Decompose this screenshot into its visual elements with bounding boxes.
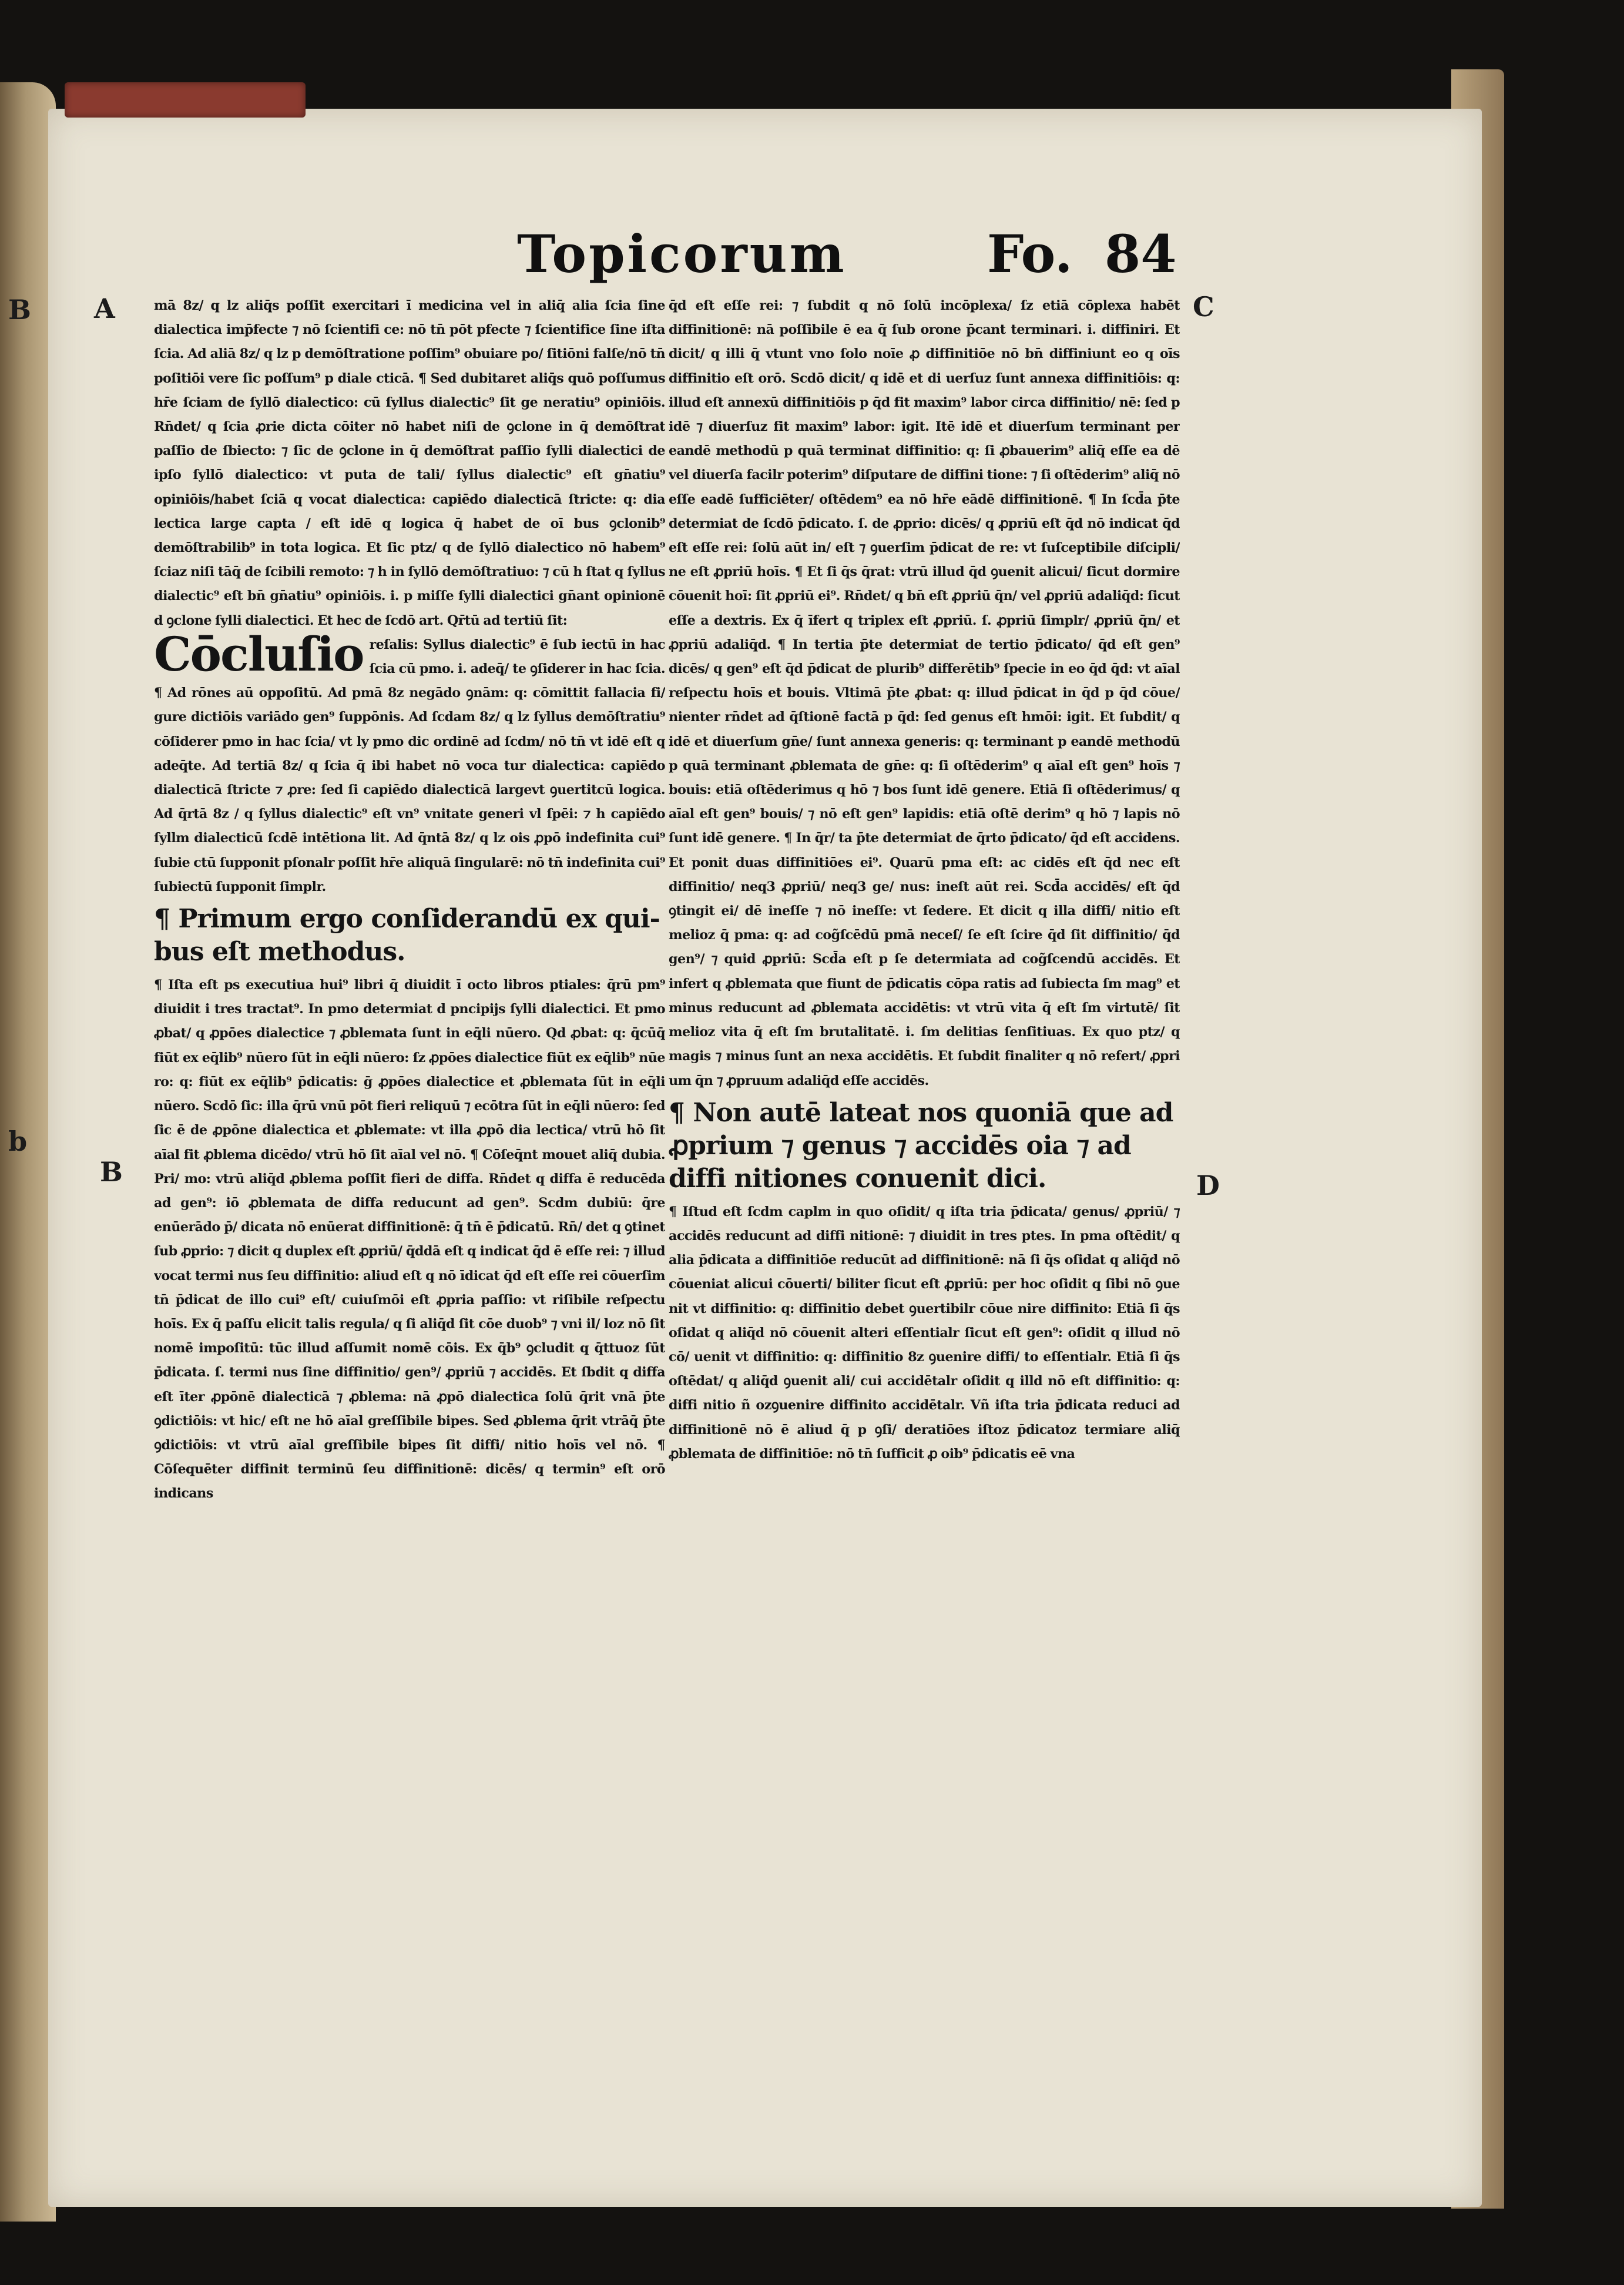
folio-label: Fo. — [987, 223, 1073, 284]
margin-letter: b — [8, 1125, 28, 1157]
paragraph: mā 8z/ q lz aliq̄s poſſit exercitari ī medicina vel in aliq̄ alia ſcia ſine dialectica imp̄fecte ⁊ nō ſcientifi ce: nō tn̄ pōt pfecte ⁊ ſcientifice ſine iſta ſcia. Ad aliā 8z/ q lz p demōſtratione poſſim⁹ obuiare po/ ſitiōni falſe/nō tn̄ poſitiōi vere ſic poſſum⁹ p diale cticā. ¶ Sed dubitaret aliq̄s quō poſſumus hr̄e ſciam de ſyllō dialectico: cū ſyllus dialectic⁹ ſit ge neratiu⁹ opiniōis. Rn̄det/ q ſcia ꝓrie dicta cōiter nō habet niſi de ꝯclone in q̄ demōſtrat paſſio de ſbiecto: ⁊ ſic de ꝯclone in q̄ demōſtrat paſſio ſylli dialectici de ipſo ſyllō dialectico: vt puta de tali/ ſyllus dialectic⁹ eſt gn̄atiu⁹ opiniōis/habet ſciā q vocat dialectica: capiēdo dialecticā ſtricte: q: dia lectica large capta / eſt idē q logica q̄ habet de oī bus ꝯclonib⁹ demōſtrabilib⁹ in tota logica. Et ſic ptz/ q de ſyllō dialectico nō habem⁹ ſciaz niſi tāq̄ de ſcibili remoto: ⁊ h in ſyllō demōſtratiuo: ⁊ cū h ſtat q ſyllus dialectic⁹ eſt bn̄ gn̄atiu⁹ opiniōis. i. p miſſe ſylli dialectici gn̄ant opinionē d ꝯclone ſylli dialectici. Et hec de ſcdō art. Qr̄tū ad tertiū ſit: — [154, 298, 665, 628]
margin-letter: A — [94, 293, 115, 324]
paragraph: ¶ Iſtud eſt ſcdm caplm in quo oſidit/ q iſta tria p̄dicata/ genus/ ꝓpriū/ ⁊ accidēs reducunt ad diffi nitionē: ⁊ diuidit in tres ptes. In pma oſtēdit/ q alia p̄dicata a diffinitiōe reducūt ad diffinitionē: nā ſi q̄s oſidat q aliq̄d nō cōueniat alicui cōuerti/ biliter ſicut eſt ꝓpriū: per hoc oſidit q ſibi nō ꝯue nit vt diffinitio: q: diffinitio debet ꝯuertibilr cōue nire diffinito: Etiā ſi q̄s oſidat q aliq̄d nō cōuenit alteri eſſentialr ſicut eſt gen⁹: oſidit q illud nō cō/ uenit vt diffinitio: q: diffinitio 8z ꝯuenire diffi/ to eſſentialr. Etiā ſi q̄s oſtēdat/ q aliq̄d ꝯuenit ali/ cui accidētalr oſidit q illd nō eſt diffinitio: q: diffi nitio ñ ozꝯuenire diffinito accidētalr. Vñ iſta tria p̄dicata reduci ad diffinitionē nō ē aliud q̄ p ꝯſi/ deratiōes iſtoz p̄dicatoz termiare aliq̄ ꝓblemata de diffinitiōe: nō tn̄ ſufficit ꝓ oib⁹ p̄dicatis eē vna — [669, 1204, 1180, 1462]
section-heading: ¶ Primum ergo conſiderandū ex qui- bus eſt methodus. — [154, 904, 660, 967]
paragraph: ¶ Iſta eſt ps executiua hui⁹ libri q̄ diuidit ī octo libros ptiales: q̄rū pm⁹ diuidit i tres tractat⁹. In pmo determiat d pncipijs ſylli dialectici. Et pmo ꝓbat/ q ꝓpōes dialectice ⁊ ꝓblemata ſunt in eq̄li nūero. Qd ꝓbat: q: q̄cūq̄ fiūt ex eq̄lib⁹ nūero ſūt in eq̄li nūero: ſz ꝓpōes dialectice fiūt ex eq̄lib⁹ nūe ro: q: fiūt ex eq̄lib⁹ p̄dicatis: ḡ ꝓpōes dialectice et ꝓblemata ſūt in eq̄li nūero. Scdō ſic: illa q̄rū vnū pōt fieri reliquū ⁊ ecōtra ſūt in eq̄li nūero: ſed ſic ē de ꝓpōne dialectica et ꝓblemate: vt illa ꝓpō dia lectica/ vtrū hō ſit aīal fit ꝓblema dicēdo/ vtrū hō ſit aīal vel nō. ¶ Cōſeq̄nt mouet aliq̄ dubia. Pri/ mo: vtrū aliq̄d ꝓblema poſſit fieri de diffa. Rn̄det q diffa ē reducēda ad gen⁹: iō ꝓblemata de diffa reducunt ad gen⁹. Scdm dubiū: q̄re enūerādo p̄/ dicata nō enūerat diffinitionē: q̄ tn̄ ē p̄dicatū. Rn̄/ det q ꝯtinet ſub ꝓprio: ⁊ dicit q duplex eſt ꝓpriū/ q̄ddā eſt q indicat q̄d ē eſſe rei: ⁊ illud vocat termi nus ſeu diffinitio: aliud eſt q nō īdicat q̄d eſt eſſe rei cōuerſim tn̄ p̄dicat de illo cui⁹ eſt/ cuiuſmōi eſt ꝓpria paſſio: vt riſibile reſpectu hoīs. Ex q̄ paſſu elicit talis regula/ q ſi aliq̄d ſit cōe duob⁹ ⁊ vni il/ loz nō ſit nomē impoſitū: tūc illud aſſumit nomē cōis. Ex q̄b⁹ ꝯcludit q q̄ttuoz ſūt p̄dicata. ſ. termi nus ſine diffinitio/ gen⁹/ ꝓpriū ⁊ accidēs. Et ſbdit q diffa eſt īter ꝓpōnē dialecticā ⁊ ꝓblema: nā ꝓpō dialectica ſolū q̄rit vnā p̄te ꝯdictiōis: vt hic/ eſt ne hō aīal greſſibile bipes. Sed ꝓblema q̄rit vtrāq̄ p̄te ꝯdictiōis: vt vtrū aīal greſſibile bipes ſit diffi/ nitio hoīs vel nō. ¶ Cōſequēter diffinit terminū ſeu diffinitionē: dicēs/ q termin⁹ eſt orō indicans — [154, 977, 665, 1502]
margin-letter: B — [100, 1156, 123, 1188]
margin-letter: C — [1193, 291, 1214, 323]
paragraph — [154, 626, 665, 899]
decorated-initial: Cōcluſio — [154, 626, 364, 682]
paragraph: q̄d eſt eſſe rei: ⁊ ſubdit q nō ſolū incōplexa/ ſz etiā cōplexa habēt diffinitionē: nā poſſibile ē ea q̄ ſub orone p̄cant terminari. i. diffiniri. Et dicit/ q illi q̄ vtunt vno ſolo noīe ꝓ diffinitiōe nō bn̄ diffiniunt eo q oīs diffinitio eſt orō. Scdō dicit/ q idē et di uerſuz ſunt annexa diffinitiōis: q: illud eſt annexū diffinitiōis p q̄d fit maxim⁹ labor circa diffinitio/ nē: ſed p idē ⁊ diuerſuz fit maxim⁹ labor: igit. Itē idē et diuerſum terminant per eandē methodū p quā terminat diffinitio: q: ſi ꝓbauerim⁹ aliq̄ eſſe ea dē vel diuerſa facilr poterim⁹ diſputare de diffini tione: ⁊ ſi oſtēderim⁹ aliq̄ nō eſſe eadē ſufficiēter/ oſtēdem⁹ ea nō hr̄e eādē diffinitionē. ¶ In ſcd̄a p̄te determiat de ſcdō p̄dicato. ſ. de ꝓprio: dicēs/ q ꝓpriū eſt q̄d nō indicat q̄d eſt eſſe rei: ſolū aūt in/ eſt ⁊ ꝯuerſim p̄dicat de re: vt ſuſceptibile diſcipli/ ne eſt ꝓpriū hoīs. ¶ Et ſi q̄s q̄rat: vtrū illud q̄d ꝯuenit alicui/ ſicut dormire cōuenit hoī: ſit ꝓpriū ei⁹. Rn̄det/ q bn̄ eſt ꝓpriū q̄n/ vel ꝓpriū adaliq̄d: ſicut eſſe a dextris. Ex q̄ īfert q triplex eſt ꝓpriū. ſ. ꝓpriū ſimplr/ ꝓpriū q̄n/ et ꝓpriū adaliq̄d. ¶ In tertia p̄te determiat de tertio p̄dicato/ q̄d eſt gen⁹ dicēs/ q gen⁹ eſt q̄d p̄dicat de plurib⁹ differētib⁹ ſpecie in eo q̄d q̄d: vt aīal reſpectu hoīs et bouis. Vltimā p̄te ꝓbat: q: illud p̄dicat in q̄d p q̄d cōue/ nienter rn̄det ad q̄ſtionē factā p q̄d: ſed genus eſt hmōi: igit. Et ſubdit/ q idē et diuerſum gn̄e/ ſunt annexa generis: q: terminant p eandē methodū p quā terminant ꝓblemata de gn̄e: q: ſi oſtēderim⁹ q aīal eſt gen⁹ hoīs ⁊ bouis: etiā oſtēderimus q hō ⁊ bos ſunt idē genere. Etiā ſi oſtēderimus/ q aīal eſt gen⁹ bouis/ ⁊ nō eſt gen⁹ lapidis: etiā oſtē derim⁹ q hō ⁊ lapis nō ſunt idē genere. ¶ In q̄r/ ta p̄te determiat de q̄rto p̄dicato/ q̄d eſt accidens. Et ponit duas diffinitiōes ei⁹. Quarū pma eſt: ac cidēs eſt q̄d nec eſt diffinitio/ neq3 ꝓpriū/ neq3 ge/ nus: ineſt aūt rei. Scd̄a accidēs/ eſt q̄d ꝯtingit ei/ dē ineſſe ⁊ nō ineſſe: vt ſedere. Et dicit q illa diffi/ nitio eſt melioz q̄ pma: q: ad cog̃ſcēdū pmā neceſ/ ſe eſt ſcire q̄d ſit diffinitio/ q̄d gen⁹/ ⁊ quid ꝓpriū: Scd̄a eſt p ſe determiata ad cog̃ſcendū accidēs. Et infert q ꝓblemata que fiunt de p̄dicatis cōpa ratis ad ſubiecta ſm mag⁹ et minus reducunt ad ꝓblemata accidētis: vt vtrū vita q̄ eſt ſm virtutē/ ſit melioz vita q̄ eſt ſm brutalitatē. i. ſm delitias ſenſitiuas. Ex quo ptz/ q magis ⁊ minus ſunt an nexa accidētis. Et ſubdit finaliter q nō refert/ ꝓpri um q̄n ⁊ ꝓpruum adaliq̄d eſſe accidēs. — [669, 298, 1180, 1088]
text-column-right — [669, 294, 1180, 1834]
text-column-left — [154, 294, 665, 1834]
section-heading: ¶ Non autē lateat nos quoniā que ad ꝓprium ⁊ genus ⁊ accidēs oia ⁊ ad diffi nitiones conuenit dici. — [669, 1097, 1173, 1194]
header-title: Topicorum — [517, 223, 847, 284]
margin-letter: D — [1196, 1170, 1220, 1201]
running-header — [517, 223, 1210, 294]
folio-number: 84 — [1105, 223, 1177, 284]
margin-letter: B — [8, 294, 31, 326]
paragraph-text: reſalis: Syllus dialectic⁹ ē ſub iectū in hac ſcia cū pmo. i. adeq̄/ te ꝯſiderer in hac ſcia. ¶ Ad rōnes aū oppoſitū. Ad pmā 8z negādo ꝯnām: q: cōmittit fallacia fi/ gure dictiōis variādo gen⁹ ſuppōnis. Ad ſcdam 8z/ q lz ſyllus demōſtratiu⁹ cōſiderer pmo in hac ſcia/ vt ly pmo dic ordinē ad ſcdm/ nō tn̄ vt idē eſt q adeq̄te. Ad tertiā 8z/ q ſcia q̄ ibi habet nō voca tur dialectica: capiēdo dialecticā ſtricte ⁊ ꝓre: ſed ſi capiēdo dialecticā largevt ꝯuertitcū logica. Ad q̄rtā 8z / q ſyllus dialectic⁹ eſt vn⁹ vnitate generi vl ſpēi: ⁊ h capiēdo ſyllm dialecticū ſcdē intētiona lit. Ad q̄ntā 8z/ q lz ois ꝓpō indefinita cui⁹ ſubie ctū ſupponit pſonalr poſſit hr̄e aliquā ſingularē: nō tn̄ indefinita cui⁹ ſubiectū ſupponit ſimplr. — [154, 636, 665, 894]
ribbon-marker — [65, 82, 306, 118]
